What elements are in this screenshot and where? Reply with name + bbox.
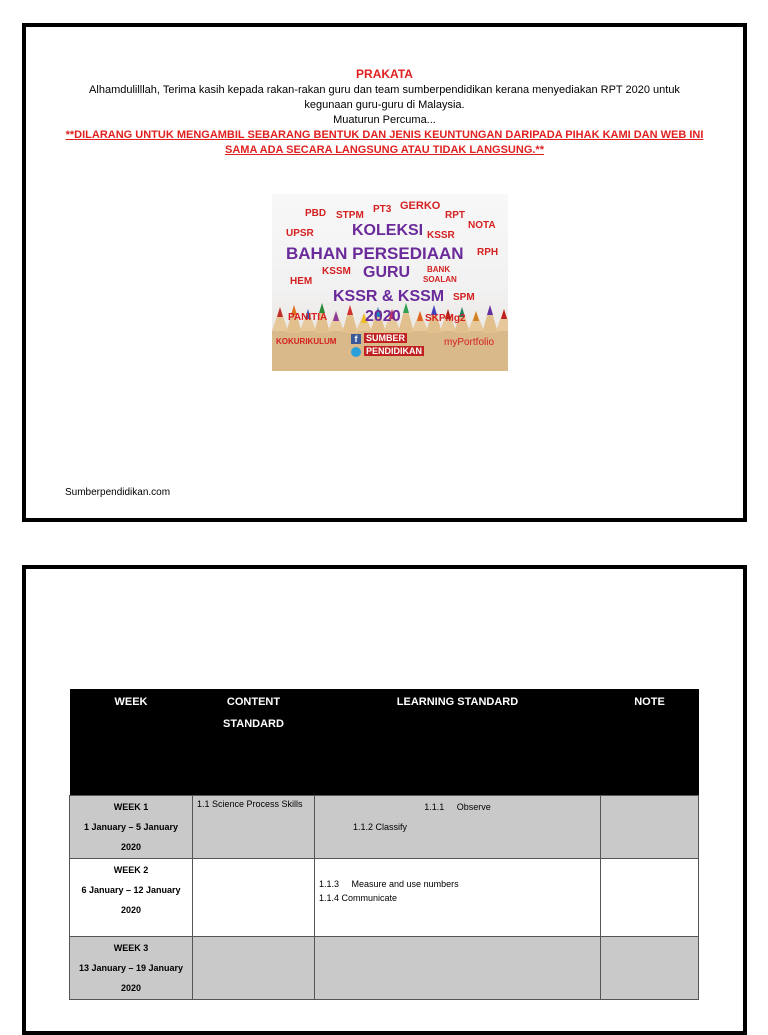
week-dates: 1 January – 5 January <box>83 822 179 832</box>
learning-item: 1.1.4 Communicate <box>319 893 398 903</box>
table-row <box>70 796 699 859</box>
header-content-line: STANDARD <box>223 718 284 730</box>
header-content-standard <box>193 689 315 796</box>
preface-title: PRAKATA <box>356 67 413 81</box>
learning-standard-cell <box>315 937 601 1000</box>
week-label: WEEK 2 <box>113 865 149 875</box>
poster-word: NOTA <box>468 220 496 231</box>
poster-word: KOLEKSI <box>352 222 424 239</box>
week-year: 2020 <box>120 905 142 915</box>
content-standard-cell <box>193 937 315 1000</box>
koleksi-poster-image <box>272 194 508 371</box>
poster-word: STPM <box>336 210 364 221</box>
facebook-icon: f <box>351 334 361 344</box>
poster-word: myPortfolio <box>444 337 495 348</box>
poster-word: KSSR & KSSM <box>333 288 445 305</box>
poster-word: 2020 <box>365 308 401 325</box>
poster-word: SPM <box>453 292 475 303</box>
table-row <box>70 937 699 1000</box>
poster-word: BANK <box>427 265 451 274</box>
preface-block <box>26 67 743 158</box>
telegram-icon <box>351 347 361 357</box>
poster-word: BAHAN PERSEDIAAN <box>286 244 464 263</box>
preface-line: kegunaan guru-guru di Malaysia. <box>304 99 465 111</box>
header-content-line: CONTENT <box>226 696 281 708</box>
week-label: WEEK 3 <box>113 943 149 953</box>
poster-word: RPH <box>477 247 499 258</box>
note-cell <box>601 859 699 937</box>
poster-word: PENDIDIKAN <box>366 346 423 356</box>
learning-standard-cell <box>315 796 601 859</box>
poster-word: PBD <box>305 208 327 219</box>
poster-word: PT3 <box>373 204 392 215</box>
learning-item: 1.1.2 Classify <box>353 822 408 832</box>
poster-word: SOALAN <box>423 275 457 284</box>
learning-item: 1.1.3 Measure and use numbers <box>319 879 459 889</box>
preface-line: Muaturun Percuma... <box>333 114 436 126</box>
header-note: NOTE <box>601 689 699 796</box>
poster-word: KOKURIKULUM <box>276 337 337 346</box>
week-cell <box>70 859 193 937</box>
learning-standard-cell <box>315 859 601 937</box>
week-year: 2020 <box>120 983 142 993</box>
header-week: WEEK <box>70 689 193 796</box>
week-year: 2020 <box>120 842 142 852</box>
week-cell <box>70 937 193 1000</box>
rpt-page <box>22 565 747 1035</box>
table-row <box>70 859 699 937</box>
week-label: WEEK 1 <box>113 802 149 812</box>
week-cell <box>70 796 193 859</box>
note-cell <box>601 796 699 859</box>
poster-word: KSSM <box>322 266 351 277</box>
poster-word: RPT <box>445 210 465 221</box>
poster-word: SKPMg2 <box>425 313 466 324</box>
preface-line: Alhamdulilllah, Terima kasih kepada rakan-rakan guru dan team sumberpendidikan kerana menyediakan RPT 2020 untuk <box>89 84 680 96</box>
table-header-row <box>70 689 699 796</box>
poster-word: HEM <box>290 276 313 287</box>
week-dates: 13 January – 19 January <box>78 963 184 973</box>
rpt-table <box>69 689 699 1000</box>
poster-word: KSSR <box>427 230 455 241</box>
week-dates: 6 January – 12 January <box>81 885 181 895</box>
learning-item: 1.1.1 Observe <box>424 802 491 812</box>
content-standard-cell <box>193 859 315 937</box>
content-standard-cell: 1.1 Science Process Skills <box>193 796 315 859</box>
footer-site: Sumberpendidikan.com <box>65 487 171 498</box>
preface-page <box>22 23 747 522</box>
poster-word: GURU <box>363 264 411 281</box>
header-learning-standard: LEARNING STANDARD <box>315 689 601 796</box>
warning-text: **DILARANG UNTUK MENGAMBIL SEBARANG BENTUK DAN JENIS KEUNTUNGAN DARIPADA PIHAK KAMI DAN WEB INI <box>65 129 704 141</box>
poster-word: UPSR <box>286 228 314 239</box>
poster-word: PANITIA <box>288 312 328 323</box>
poster-word: SUMBER <box>366 333 406 343</box>
poster-word: GERKO <box>400 200 441 212</box>
warning-text: SAMA ADA SECARA LANGSUNG ATAU TIDAK LANGSUNG.** <box>225 144 544 156</box>
note-cell <box>601 937 699 1000</box>
